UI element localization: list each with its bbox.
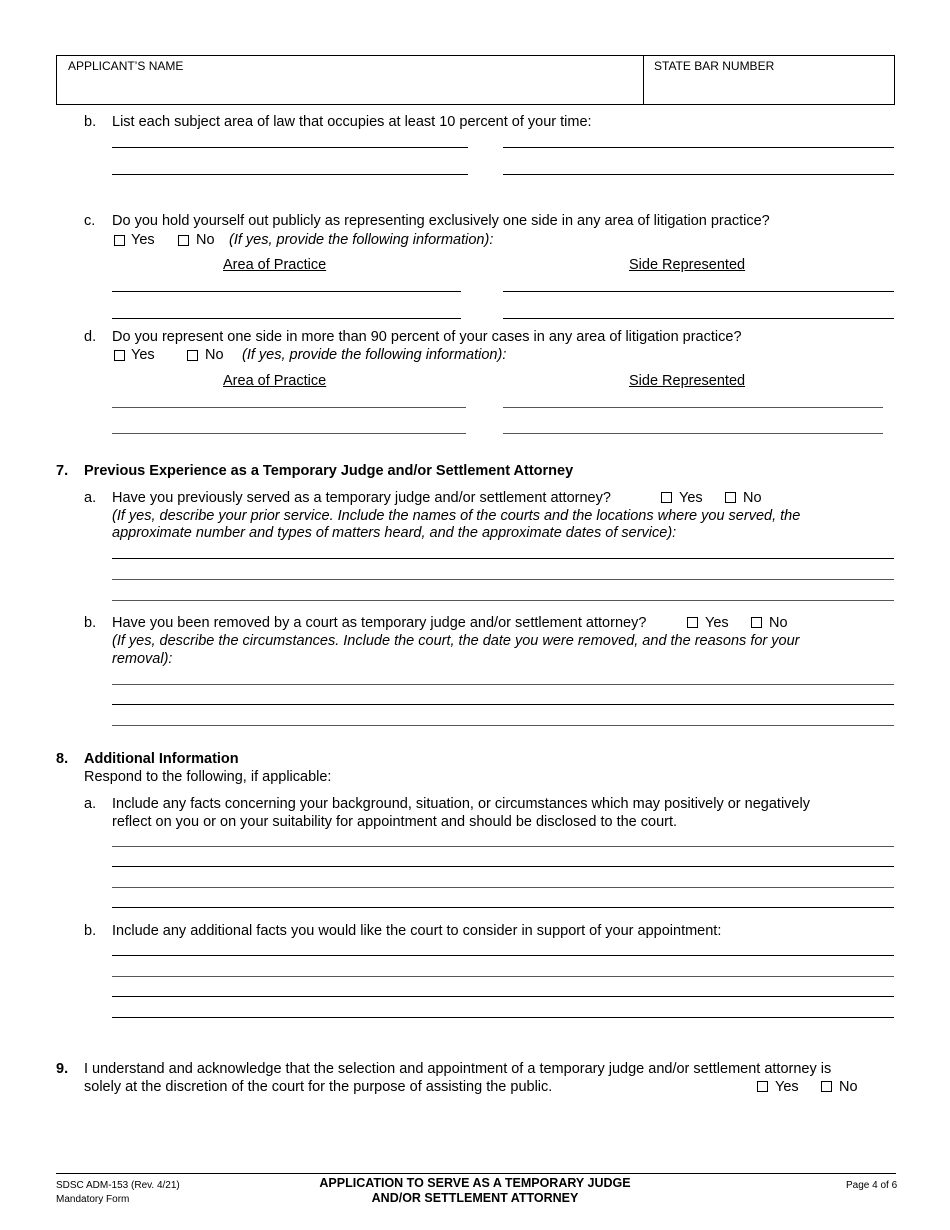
q7b-note-line1: (If yes, describe the circumstances. Include the court, the date you were removed, and the reasons for your [112, 633, 800, 649]
q8b-answer-line[interactable] [112, 976, 894, 977]
q6b-marker: b. [84, 114, 97, 130]
state-bar-number-label: STATE BAR NUMBER [654, 59, 775, 73]
q6c-answer-line[interactable] [503, 318, 894, 319]
q7a-no-label: No [743, 490, 762, 506]
q6c-no-checkbox[interactable] [178, 235, 189, 246]
q8a-answer-line[interactable] [112, 846, 894, 847]
applicant-name-label: APPLICANT’S NAME [68, 59, 184, 73]
footer-page-number: Page 4 of 6 [846, 1180, 898, 1191]
q6c-col-area-of-practice: Area of Practice [223, 257, 327, 273]
q6d-col-area-of-practice: Area of Practice [223, 373, 327, 389]
q7a-note-line1: (If yes, describe your prior service. Include the names of the courts and the locations where you served, the [112, 508, 801, 524]
q6d-col-side-represented: Side Represented [629, 373, 746, 389]
q7a-note-line2: approximate number and types of matters heard, and the approximate dates of service): [112, 525, 677, 541]
q6d-answer-line[interactable] [112, 407, 466, 408]
section-9-line2: solely at the discretion of the court for the purpose of assisting the public. [84, 1079, 553, 1095]
section-9-line1: I understand and acknowledge that the selection and appointment of a temporary judge and/or settlement attorney is [84, 1061, 832, 1077]
q6c-yes-checkbox[interactable] [114, 235, 125, 246]
q6d-answer-line[interactable] [503, 407, 883, 408]
q7b-marker: b. [84, 615, 97, 631]
q6d-yes-label: Yes [131, 347, 155, 363]
q7a-answer-line[interactable] [112, 558, 894, 559]
footer-rule [56, 1173, 896, 1174]
section-8-subtitle: Respond to the following, if applicable: [84, 769, 332, 785]
footer-title-line2: AND/OR SETTLEMENT ATTORNEY [371, 1191, 579, 1205]
header-divider [643, 56, 644, 104]
q8a-marker: a. [84, 796, 97, 812]
q6b-text: List each subject area of law that occupies at least 10 percent of your time: [112, 114, 592, 130]
q6c-no-label: No [196, 232, 215, 248]
q6c-text: Do you hold yourself out publicly as representing exclusively one side in any area of litigation practice? [112, 213, 770, 229]
q7b-note-line2: removal): [112, 651, 173, 667]
q8b-answer-line[interactable] [112, 1017, 894, 1018]
q8b-answer-line[interactable] [112, 996, 894, 997]
q9-no-checkbox[interactable] [821, 1081, 832, 1092]
q8b-marker: b. [84, 923, 97, 939]
q6c-col-side-represented: Side Represented [629, 257, 746, 273]
q6c-yes-label: Yes [131, 232, 155, 248]
q8a-answer-line[interactable] [112, 907, 894, 908]
q9-yes-checkbox[interactable] [757, 1081, 768, 1092]
q7a-marker: a. [84, 490, 97, 506]
q8a-line2: reflect on you or on your suitability for appointment and should be disclosed to the court. [112, 814, 678, 830]
q6d-yes-checkbox[interactable] [114, 350, 125, 361]
q6d-no-label: No [205, 347, 224, 363]
q6d-marker: d. [84, 329, 97, 345]
q7a-no-checkbox[interactable] [725, 492, 736, 503]
q8b-answer-line[interactable] [112, 955, 894, 956]
q7a-answer-line[interactable] [112, 579, 894, 580]
q8a-answer-line[interactable] [112, 887, 894, 888]
q6b-answer-line[interactable] [112, 147, 468, 148]
q7a-yes-label: Yes [679, 490, 703, 506]
q6b-answer-line[interactable] [503, 147, 894, 148]
q7b-yes-checkbox[interactable] [687, 617, 698, 628]
q6c-answer-line[interactable] [112, 291, 461, 292]
q6c-answer-line[interactable] [503, 291, 894, 292]
footer-title-line1: APPLICATION TO SERVE AS A TEMPORARY JUDGE [319, 1176, 631, 1190]
q6b-answer-line[interactable] [503, 174, 894, 175]
section-9-number: 9. [56, 1061, 69, 1077]
q8b-text: Include any additional facts you would like the court to consider in support of your appointment: [112, 923, 722, 939]
applicant-header-box [56, 55, 895, 105]
q6d-answer-line[interactable] [503, 433, 883, 434]
q8a-answer-line[interactable] [112, 866, 894, 867]
q7a-yes-checkbox[interactable] [661, 492, 672, 503]
q8a-line1: Include any facts concerning your background, situation, or circumstances which may positively or negatively [112, 796, 810, 812]
footer-form-type: Mandatory Form [56, 1194, 130, 1205]
q6b-answer-line[interactable] [112, 174, 468, 175]
q7b-yes-label: Yes [705, 615, 729, 631]
q7a-answer-line[interactable] [112, 600, 894, 601]
section-7-title: Previous Experience as a Temporary Judge and/or Settlement Attorney [84, 463, 574, 479]
section-8-title: Additional Information [84, 751, 239, 767]
q7b-answer-line[interactable] [112, 684, 894, 685]
section-8-number: 8. [56, 751, 69, 767]
q6c-note: (If yes, provide the following information): [229, 232, 494, 248]
q6c-marker: c. [84, 213, 96, 229]
q7b-text: Have you been removed by a court as temporary judge and/or settlement attorney? [112, 615, 647, 631]
q7b-no-checkbox[interactable] [751, 617, 762, 628]
q7b-answer-line[interactable] [112, 725, 894, 726]
q6d-answer-line[interactable] [112, 433, 466, 434]
q7a-text: Have you previously served as a temporary judge and/or settlement attorney? [112, 490, 611, 506]
q7b-no-label: No [769, 615, 788, 631]
footer-form-id: SDSC ADM-153 (Rev. 4/21) [56, 1180, 180, 1191]
q6d-no-checkbox[interactable] [187, 350, 198, 361]
q6d-note: (If yes, provide the following information): [242, 347, 507, 363]
q6d-text: Do you represent one side in more than 90 percent of your cases in any area of litigation practice? [112, 329, 742, 345]
q9-no-label: No [839, 1079, 858, 1095]
q7b-answer-line[interactable] [112, 704, 894, 705]
q6c-answer-line[interactable] [112, 318, 461, 319]
q9-yes-label: Yes [775, 1079, 799, 1095]
section-7-number: 7. [56, 463, 69, 479]
